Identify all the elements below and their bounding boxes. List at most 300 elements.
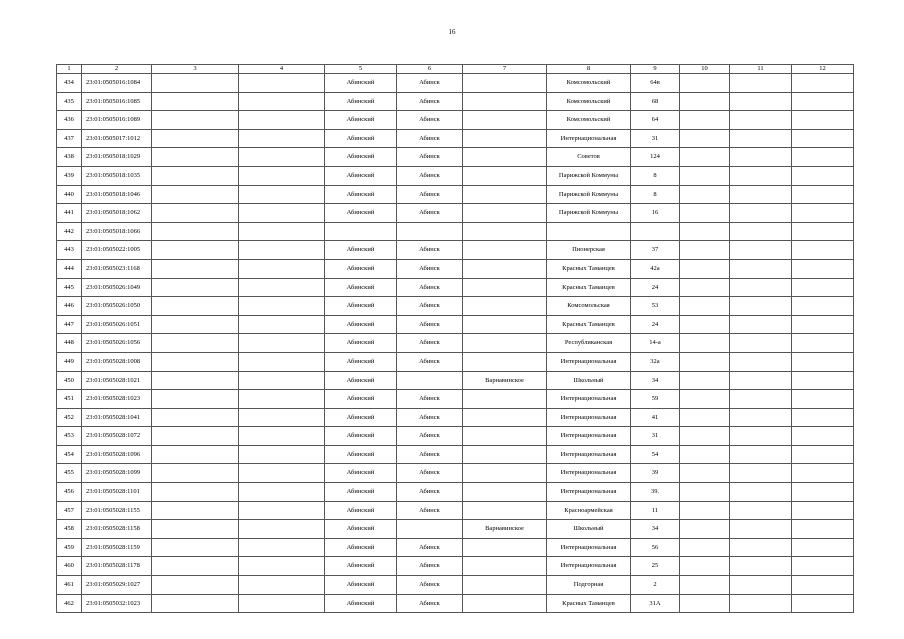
table-cell-col-5: Абинский: [325, 92, 397, 111]
table-row: [57, 483, 854, 502]
table-cell-col-10: [680, 185, 730, 204]
table-cell-col-5: Абинский: [325, 557, 397, 576]
table-cell-col-4: [239, 315, 325, 334]
table-cell-col-5: Абинский: [325, 74, 397, 93]
table-cell-col-3: [152, 445, 239, 464]
table-cell-col-12: [792, 538, 854, 557]
table-cell-col-12: [792, 148, 854, 167]
table-cell-col-6: Абинск: [397, 408, 463, 427]
table-cell-col-10: [680, 204, 730, 223]
table-cell-col-6: Абинск: [397, 259, 463, 278]
table-cell-col-2: 23:01:0505026:1056: [82, 334, 152, 353]
table-cell-col-9: 31А: [631, 594, 680, 613]
table-cell-col-12: [792, 241, 854, 260]
table-cell-col-4: [239, 241, 325, 260]
table-row: [57, 334, 854, 353]
table-cell-col-3: [152, 557, 239, 576]
table-cell-col-5: [325, 222, 397, 241]
table-cell-col-7: [463, 129, 547, 148]
table-cell-col-10: [680, 166, 730, 185]
table-cell-col-11: [730, 594, 792, 613]
table-row: [57, 501, 854, 520]
table-cell-col-6: Абинск: [397, 334, 463, 353]
table-row: [57, 427, 854, 446]
table-cell-col-11: [730, 427, 792, 446]
table-cell-col-10: [680, 483, 730, 502]
table-cell-col-4: [239, 278, 325, 297]
table-row: [57, 166, 854, 185]
table-cell-col-1: 438: [57, 148, 82, 167]
table-cell-col-6: Абинск: [397, 111, 463, 130]
table-cell-col-1: 449: [57, 352, 82, 371]
table-cell-col-3: [152, 222, 239, 241]
table-cell-col-5: Абинский: [325, 278, 397, 297]
header-row: [57, 65, 854, 74]
table-cell-col-5: Абинский: [325, 501, 397, 520]
table-cell-col-3: [152, 278, 239, 297]
table-cell-col-3: [152, 259, 239, 278]
column-header-4: 4: [239, 65, 325, 74]
table-cell-col-8: Интернациональная: [547, 445, 631, 464]
table-cell-col-3: [152, 166, 239, 185]
table-cell-col-2: 23:01:0505017:1012: [82, 129, 152, 148]
table-cell-col-3: [152, 390, 239, 409]
table-cell-col-2: 23:01:0505018:1062: [82, 204, 152, 223]
table-cell-col-2: 23:01:0505029:1027: [82, 576, 152, 595]
table-cell-col-4: [239, 148, 325, 167]
table-cell-col-10: [680, 520, 730, 539]
column-header-1: 1: [57, 65, 82, 74]
table-cell-col-11: [730, 129, 792, 148]
table-cell-col-2: 23:01:0505028:1096: [82, 445, 152, 464]
table-cell-col-1: 443: [57, 241, 82, 260]
table-row: [57, 464, 854, 483]
table-cell-col-6: Абинск: [397, 464, 463, 483]
table-cell-col-5: Абинский: [325, 352, 397, 371]
table-cell-col-11: [730, 92, 792, 111]
table-cell-col-6: Абинск: [397, 501, 463, 520]
table-cell-col-11: [730, 185, 792, 204]
table-cell-col-12: [792, 111, 854, 130]
table-cell-col-12: [792, 501, 854, 520]
table-cell-col-12: [792, 166, 854, 185]
table-cell-col-7: [463, 92, 547, 111]
table-cell-col-1: 437: [57, 129, 82, 148]
table-cell-col-6: Абинск: [397, 445, 463, 464]
table-cell-col-1: 461: [57, 576, 82, 595]
table-cell-col-2: 23:01:0505028:1101: [82, 483, 152, 502]
table-cell-col-6: Абинск: [397, 185, 463, 204]
table-cell-col-7: [463, 148, 547, 167]
column-header-6: 6: [397, 65, 463, 74]
table-row: [57, 204, 854, 223]
table-cell-col-3: [152, 241, 239, 260]
table-cell-col-7: [463, 334, 547, 353]
table-cell-col-4: [239, 390, 325, 409]
table-row: [57, 148, 854, 167]
table-cell-col-5: Абинский: [325, 464, 397, 483]
table-cell-col-11: [730, 222, 792, 241]
table-cell-col-11: [730, 334, 792, 353]
table-cell-col-9: 68: [631, 92, 680, 111]
table-cell-col-3: [152, 371, 239, 390]
table-cell-col-10: [680, 390, 730, 409]
table-cell-col-1: 436: [57, 111, 82, 130]
table-row: [57, 92, 854, 111]
table-cell-col-6: Абинск: [397, 278, 463, 297]
table-cell-col-5: Абинский: [325, 538, 397, 557]
table-cell-col-12: [792, 259, 854, 278]
table-cell-col-8: Парижской Коммуны: [547, 204, 631, 223]
page-number: 16: [448, 28, 456, 36]
table-cell-col-12: [792, 92, 854, 111]
table-cell-col-7: [463, 557, 547, 576]
table-cell-col-6: Абинск: [397, 315, 463, 334]
table-cell-col-1: 434: [57, 74, 82, 93]
table-cell-col-2: 23:01:0505018:1066: [82, 222, 152, 241]
table-cell-col-5: Абинский: [325, 390, 397, 409]
table-cell-col-3: [152, 334, 239, 353]
table-cell-col-11: [730, 445, 792, 464]
table-row: [57, 241, 854, 260]
table-cell-col-6: Абинск: [397, 92, 463, 111]
table-cell-col-1: 446: [57, 297, 82, 316]
table-cell-col-10: [680, 464, 730, 483]
table-cell-col-12: [792, 390, 854, 409]
table-row: [57, 185, 854, 204]
table-cell-col-7: [463, 408, 547, 427]
table-cell-col-6: Абинск: [397, 390, 463, 409]
table-row: [57, 576, 854, 595]
table-cell-col-11: [730, 483, 792, 502]
table-cell-col-6: Абинск: [397, 576, 463, 595]
table-cell-col-4: [239, 427, 325, 446]
table-cell-col-12: [792, 427, 854, 446]
table-cell-col-8: Парижской Коммуны: [547, 166, 631, 185]
table-cell-col-11: [730, 576, 792, 595]
table-row: [57, 352, 854, 371]
table-cell-col-3: [152, 576, 239, 595]
table-cell-col-9: 64: [631, 111, 680, 130]
table-cell-col-5: Абинский: [325, 371, 397, 390]
table-row: [57, 538, 854, 557]
table-cell-col-3: [152, 315, 239, 334]
table-cell-col-5: Абинский: [325, 297, 397, 316]
table-cell-col-12: [792, 557, 854, 576]
table-cell-col-2: 23:01:0505028:1159: [82, 538, 152, 557]
table-cell-col-8: Интернациональная: [547, 427, 631, 446]
table-cell-col-11: [730, 371, 792, 390]
table-cell-col-6: Абинск: [397, 483, 463, 502]
table-cell-col-1: 458: [57, 520, 82, 539]
table-cell-col-3: [152, 111, 239, 130]
table-cell-col-11: [730, 241, 792, 260]
table-cell-col-1: 442: [57, 222, 82, 241]
table-row: [57, 520, 854, 539]
table-cell-col-4: [239, 259, 325, 278]
table-cell-col-3: [152, 483, 239, 502]
table-cell-col-12: [792, 129, 854, 148]
table-cell-col-4: [239, 166, 325, 185]
table-cell-col-6: Абинск: [397, 352, 463, 371]
table-row: [57, 408, 854, 427]
table-cell-col-9: 32а: [631, 352, 680, 371]
table-cell-col-2: 23:01:0505018:1035: [82, 166, 152, 185]
table-cell-col-1: 453: [57, 427, 82, 446]
table-cell-col-4: [239, 483, 325, 502]
table-cell-col-7: [463, 204, 547, 223]
table-cell-col-12: [792, 576, 854, 595]
table-row: [57, 315, 854, 334]
table-cell-col-11: [730, 204, 792, 223]
table-cell-col-4: [239, 501, 325, 520]
table-cell-col-2: 23:01:0505026:1050: [82, 297, 152, 316]
table-cell-col-3: [152, 92, 239, 111]
table-cell-col-1: 455: [57, 464, 82, 483]
table-cell-col-6: Абинск: [397, 166, 463, 185]
table-cell-col-9: [631, 222, 680, 241]
table-cell-col-1: 456: [57, 483, 82, 502]
table-cell-col-2: 23:01:0505018:1046: [82, 185, 152, 204]
table-cell-col-7: [463, 278, 547, 297]
table-cell-col-9: 8: [631, 185, 680, 204]
table-cell-col-7: [463, 185, 547, 204]
column-header-11: 11: [730, 65, 792, 74]
table-cell-col-8: Республиканская: [547, 334, 631, 353]
table-cell-col-1: 448: [57, 334, 82, 353]
table-cell-col-11: [730, 390, 792, 409]
table-cell-col-8: Интернациональная: [547, 464, 631, 483]
table-cell-col-4: [239, 185, 325, 204]
table-cell-col-4: [239, 520, 325, 539]
table-cell-col-10: [680, 74, 730, 93]
table-cell-col-5: Абинский: [325, 408, 397, 427]
column-header-2: 2: [82, 65, 152, 74]
table-cell-col-6: Абинск: [397, 204, 463, 223]
table-cell-col-2: 23:01:0505028:1155: [82, 501, 152, 520]
table-cell-col-8: Интернациональная: [547, 352, 631, 371]
table-cell-col-7: [463, 297, 547, 316]
table-cell-col-7: [463, 259, 547, 278]
table-cell-col-9: 31: [631, 427, 680, 446]
column-header-12: 12: [792, 65, 854, 74]
column-header-9: 9: [631, 65, 680, 74]
table-cell-col-11: [730, 352, 792, 371]
table-cell-col-10: [680, 111, 730, 130]
table-cell-col-9: 8: [631, 166, 680, 185]
table-cell-col-8: Советов: [547, 148, 631, 167]
table-cell-col-8: Пионерская: [547, 241, 631, 260]
table-row: [57, 390, 854, 409]
table-cell-col-6: Абинск: [397, 241, 463, 260]
table-cell-col-2: 23:01:0505018:1029: [82, 148, 152, 167]
table-cell-col-7: [463, 241, 547, 260]
table-row: [57, 557, 854, 576]
table-cell-col-1: 450: [57, 371, 82, 390]
table-cell-col-3: [152, 427, 239, 446]
table-cell-col-2: 23:01:0505028:1008: [82, 352, 152, 371]
table-cell-col-12: [792, 74, 854, 93]
table-cell-col-7: Варнавинское: [463, 520, 547, 539]
column-header-7: 7: [463, 65, 547, 74]
table-row: [57, 445, 854, 464]
table-cell-col-7: [463, 166, 547, 185]
table-cell-col-9: 34: [631, 520, 680, 539]
table-cell-col-5: Абинский: [325, 148, 397, 167]
table-cell-col-4: [239, 129, 325, 148]
table-cell-col-12: [792, 297, 854, 316]
table-cell-col-10: [680, 92, 730, 111]
table-row: [57, 278, 854, 297]
table-cell-col-10: [680, 129, 730, 148]
table-cell-col-4: [239, 222, 325, 241]
table-cell-col-3: [152, 408, 239, 427]
table-cell-col-9: 31: [631, 129, 680, 148]
table-cell-col-6: Абинск: [397, 538, 463, 557]
table-cell-col-6: Абинск: [397, 148, 463, 167]
table-cell-col-1: 460: [57, 557, 82, 576]
table-cell-col-3: [152, 74, 239, 93]
table-cell-col-8: Интернациональная: [547, 483, 631, 502]
table-cell-col-1: 439: [57, 166, 82, 185]
table-cell-col-6: [397, 520, 463, 539]
table-cell-col-12: [792, 464, 854, 483]
table-cell-col-5: Абинский: [325, 576, 397, 595]
table-cell-col-11: [730, 111, 792, 130]
table-cell-col-3: [152, 129, 239, 148]
table-cell-col-9: 41: [631, 408, 680, 427]
table-body: [57, 74, 854, 613]
table-cell-col-8: Школьный: [547, 371, 631, 390]
table-cell-col-9: 37: [631, 241, 680, 260]
table-cell-col-8: Красных Таманцев: [547, 594, 631, 613]
table-cell-col-11: [730, 408, 792, 427]
table-cell-col-5: Абинский: [325, 334, 397, 353]
table-cell-col-1: 440: [57, 185, 82, 204]
table-cell-col-5: Абинский: [325, 483, 397, 502]
table-cell-col-11: [730, 259, 792, 278]
table-cell-col-2: 23:01:0505028:1099: [82, 464, 152, 483]
table-cell-col-4: [239, 576, 325, 595]
table-cell-col-8: Красноармейская: [547, 501, 631, 520]
table-cell-col-8: Интернациональная: [547, 390, 631, 409]
table-cell-col-3: [152, 464, 239, 483]
table-cell-col-12: [792, 204, 854, 223]
column-header-10: 10: [680, 65, 730, 74]
table-cell-col-10: [680, 278, 730, 297]
table-cell-col-8: Красных Таманцев: [547, 315, 631, 334]
table-cell-col-10: [680, 408, 730, 427]
table-cell-col-11: [730, 557, 792, 576]
table-cell-col-7: [463, 315, 547, 334]
table-cell-col-10: [680, 557, 730, 576]
registry-table: [56, 64, 854, 613]
table-cell-col-9: 124: [631, 148, 680, 167]
table-cell-col-11: [730, 315, 792, 334]
table-cell-col-5: Абинский: [325, 445, 397, 464]
table-cell-col-3: [152, 501, 239, 520]
table-cell-col-10: [680, 445, 730, 464]
table-cell-col-9: 24: [631, 315, 680, 334]
table-cell-col-4: [239, 111, 325, 130]
table-cell-col-5: Абинский: [325, 241, 397, 260]
table-cell-col-11: [730, 148, 792, 167]
table-cell-col-2: 23:01:0505028:1041: [82, 408, 152, 427]
table-cell-col-7: [463, 594, 547, 613]
table-cell-col-10: [680, 222, 730, 241]
table-cell-col-12: [792, 594, 854, 613]
table-cell-col-12: [792, 371, 854, 390]
table-cell-col-9: 24: [631, 278, 680, 297]
table-cell-col-4: [239, 74, 325, 93]
table-cell-col-3: [152, 148, 239, 167]
table-cell-col-9: 59: [631, 390, 680, 409]
table-cell-col-5: Абинский: [325, 259, 397, 278]
table-cell-col-1: 444: [57, 259, 82, 278]
table-cell-col-10: [680, 427, 730, 446]
table-cell-col-1: 441: [57, 204, 82, 223]
table-cell-col-11: [730, 278, 792, 297]
table-cell-col-9: 14-а: [631, 334, 680, 353]
table-cell-col-5: Абинский: [325, 166, 397, 185]
table-cell-col-3: [152, 297, 239, 316]
table-cell-col-11: [730, 74, 792, 93]
table-cell-col-10: [680, 352, 730, 371]
table-cell-col-4: [239, 594, 325, 613]
table-cell-col-7: [463, 111, 547, 130]
table-cell-col-8: [547, 222, 631, 241]
table-cell-col-2: 23:01:0505028:1072: [82, 427, 152, 446]
table-cell-col-6: Абинск: [397, 427, 463, 446]
table-row: [57, 129, 854, 148]
table-cell-col-7: [463, 538, 547, 557]
table-row: [57, 594, 854, 613]
table-cell-col-7: [463, 501, 547, 520]
table-cell-col-8: Парижской Коммуны: [547, 185, 631, 204]
table-cell-col-10: [680, 148, 730, 167]
table-cell-col-7: [463, 427, 547, 446]
table-cell-col-1: 457: [57, 501, 82, 520]
table-cell-col-11: [730, 464, 792, 483]
table-cell-col-1: 451: [57, 390, 82, 409]
table-cell-col-2: 23:01:0505022:1005: [82, 241, 152, 260]
table-cell-col-10: [680, 259, 730, 278]
table-cell-col-12: [792, 445, 854, 464]
table-cell-col-10: [680, 334, 730, 353]
table-cell-col-2: 23:01:0505028:1021: [82, 371, 152, 390]
table-cell-col-1: 459: [57, 538, 82, 557]
table-cell-col-7: [463, 222, 547, 241]
table-cell-col-2: 23:01:0505026:1051: [82, 315, 152, 334]
table-cell-col-9: 39: [631, 464, 680, 483]
table-cell-col-3: [152, 352, 239, 371]
table-cell-col-5: Абинский: [325, 129, 397, 148]
table-cell-col-11: [730, 297, 792, 316]
column-header-3: 3: [152, 65, 239, 74]
table-cell-col-6: [397, 371, 463, 390]
table-row: [57, 222, 854, 241]
table-cell-col-10: [680, 297, 730, 316]
table-cell-col-7: [463, 352, 547, 371]
table-cell-col-8: Интернациональная: [547, 538, 631, 557]
table-cell-col-2: 23:01:0505016:1085: [82, 92, 152, 111]
table-row: [57, 74, 854, 93]
table-cell-col-2: 23:01:0505028:1178: [82, 557, 152, 576]
table-cell-col-2: 23:01:0505026:1049: [82, 278, 152, 297]
table-cell-col-5: Абинский: [325, 594, 397, 613]
table-cell-col-4: [239, 557, 325, 576]
table-cell-col-9: 64в: [631, 74, 680, 93]
